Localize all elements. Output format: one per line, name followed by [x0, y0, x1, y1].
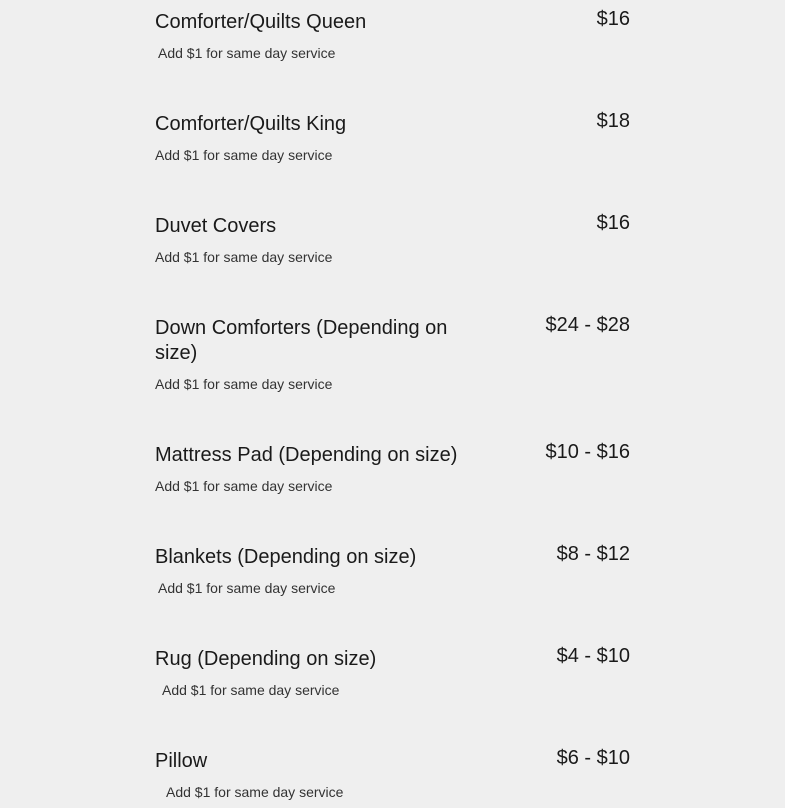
item-note: Add $1 for same day service — [162, 682, 340, 698]
item-name: Down Comforters (Depending on size) — [155, 317, 448, 364]
item-note: Add $1 for same day service — [155, 376, 333, 392]
item-price: $8 - $12 — [556, 543, 630, 565]
item-name: Comforter/Quilts King — [155, 113, 347, 135]
item-note: Add $1 for same day service — [155, 478, 333, 494]
item-name: Rug (Depending on size) — [155, 648, 377, 670]
item-name: Blankets (Depending on size) — [155, 546, 417, 568]
item-price: $4 - $10 — [556, 645, 630, 667]
item-note: Add $1 for same day service — [155, 147, 333, 163]
item-name: Mattress Pad (Depending on size) — [155, 444, 458, 466]
item-note: Add $1 for same day service — [155, 249, 333, 265]
item-name: Duvet Covers — [155, 215, 277, 237]
item-price: $18 — [596, 110, 630, 132]
item-name: Comforter/Quilts Queen — [155, 11, 367, 33]
item-price: $6 - $10 — [556, 747, 630, 769]
item-price: $24 - $28 — [545, 314, 630, 336]
item-name: Pillow — [155, 750, 208, 772]
item-price: $16 — [596, 8, 630, 30]
item-note: Add $1 for same day service — [166, 784, 344, 800]
item-price: $16 — [596, 212, 630, 234]
item-price: $10 - $16 — [545, 441, 630, 463]
item-note: Add $1 for same day service — [158, 580, 336, 596]
item-note: Add $1 for same day service — [158, 45, 336, 61]
